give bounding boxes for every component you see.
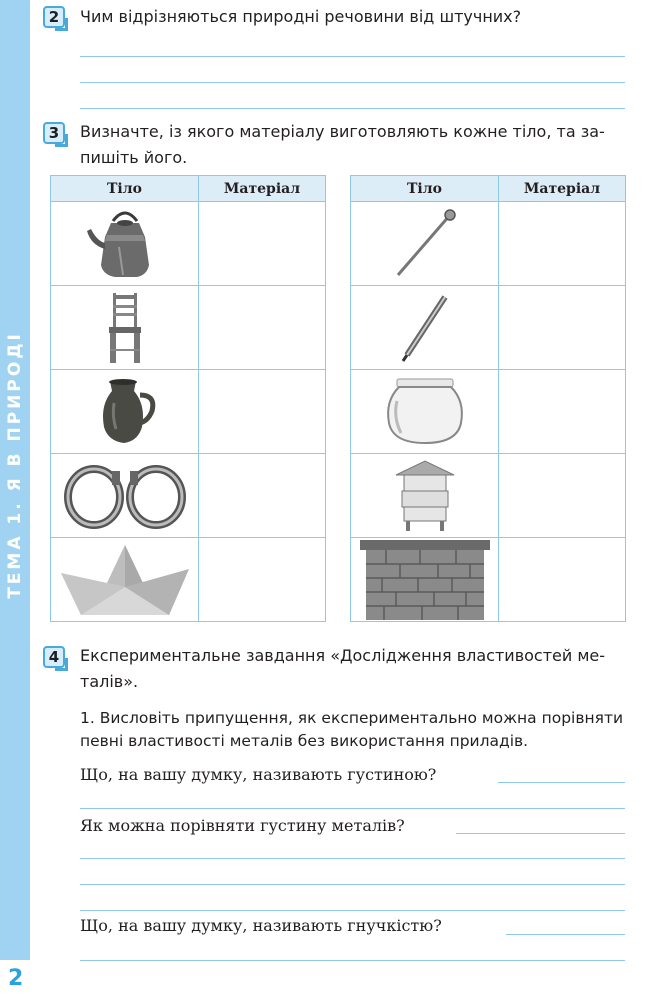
answer-line[interactable] <box>80 56 625 57</box>
body-cell <box>51 370 199 454</box>
header-body: Тіло <box>51 176 199 202</box>
needle-image <box>390 207 460 281</box>
page-number: 2 <box>8 966 24 991</box>
answer-line[interactable] <box>80 858 625 859</box>
task-3-icon <box>43 122 65 144</box>
answer-line[interactable] <box>456 833 625 834</box>
answer-line[interactable] <box>80 82 625 83</box>
task-3-number: 3 <box>48 124 60 142</box>
answer-line[interactable] <box>80 910 625 911</box>
body-cell <box>51 286 199 370</box>
task-4-subtask <box>80 707 625 753</box>
body-cell <box>51 454 199 538</box>
material-answer-cell[interactable] <box>499 202 626 286</box>
material-answer-cell[interactable] <box>499 538 626 622</box>
paper-boat-image <box>57 543 193 617</box>
material-answer-cell[interactable] <box>199 370 326 454</box>
question-density: Що, на вашу думку, називають густиною? <box>80 765 437 784</box>
task-4-title <box>80 643 625 695</box>
task-3-line-1: Визначте, із якого матеріалу виготовляють кожне тіло, та за- <box>80 122 605 141</box>
task-4-title-line-2: талів». <box>80 672 139 691</box>
task-3-line-2: пишіть його. <box>80 148 188 167</box>
kettle-image <box>83 207 167 281</box>
task-4-icon <box>43 646 65 668</box>
material-answer-cell[interactable] <box>199 286 326 370</box>
task-4-title-line-1: Експериментальне завдання «Дослідження властивостей ме- <box>80 646 606 665</box>
body-cell <box>351 454 499 538</box>
material-answer-cell[interactable] <box>199 538 326 622</box>
stone-wall-image <box>360 540 490 620</box>
topic-label: ТЕМА 1. Я В ПРИРОДІ <box>5 331 25 599</box>
jug-image <box>90 377 160 447</box>
answer-line[interactable] <box>80 960 625 961</box>
header-body: Тіло <box>351 176 499 202</box>
body-cell <box>51 202 199 286</box>
question-flexibility: Що, на вашу думку, називають гнучкістю? <box>80 916 442 935</box>
header-material: Матеріал <box>499 176 626 202</box>
header-material: Матеріал <box>199 176 326 202</box>
task-4-subtask-line-1: 1. Висловіть припущення, як експериментально можна порівняти <box>80 709 624 727</box>
answer-line[interactable] <box>80 808 625 809</box>
right-material-table <box>350 175 626 622</box>
task-3-instruction <box>80 119 625 171</box>
answer-line[interactable] <box>80 108 625 109</box>
material-answer-cell[interactable] <box>199 454 326 538</box>
material-answer-cell[interactable] <box>199 202 326 286</box>
material-answer-cell[interactable] <box>499 454 626 538</box>
task-2-icon <box>43 6 65 28</box>
chair-image <box>105 291 145 365</box>
topic-sidebar <box>0 0 30 960</box>
task-2-number: 2 <box>48 8 60 26</box>
material-answer-cell[interactable] <box>499 286 626 370</box>
left-material-table <box>50 175 326 622</box>
answer-line[interactable] <box>506 934 625 935</box>
body-cell <box>351 538 499 622</box>
answer-line[interactable] <box>80 884 625 885</box>
beehive-image <box>390 459 460 533</box>
answer-line[interactable] <box>498 782 625 783</box>
body-cell <box>351 286 499 370</box>
question-compare-density: Як можна порівняти густину металів? <box>80 816 405 835</box>
body-cell <box>351 370 499 454</box>
body-cell <box>351 202 499 286</box>
body-cell <box>51 538 199 622</box>
task-4-number: 4 <box>48 648 60 666</box>
task-2-question: Чим відрізняються природні речовини від штучних? <box>80 7 522 26</box>
material-answer-cell[interactable] <box>499 370 626 454</box>
pen-image <box>395 291 455 365</box>
task-4-subtask-line-2: певні властивості металів без використання приладів. <box>80 732 529 750</box>
earrings-image <box>62 461 188 531</box>
jar-image <box>383 377 467 447</box>
